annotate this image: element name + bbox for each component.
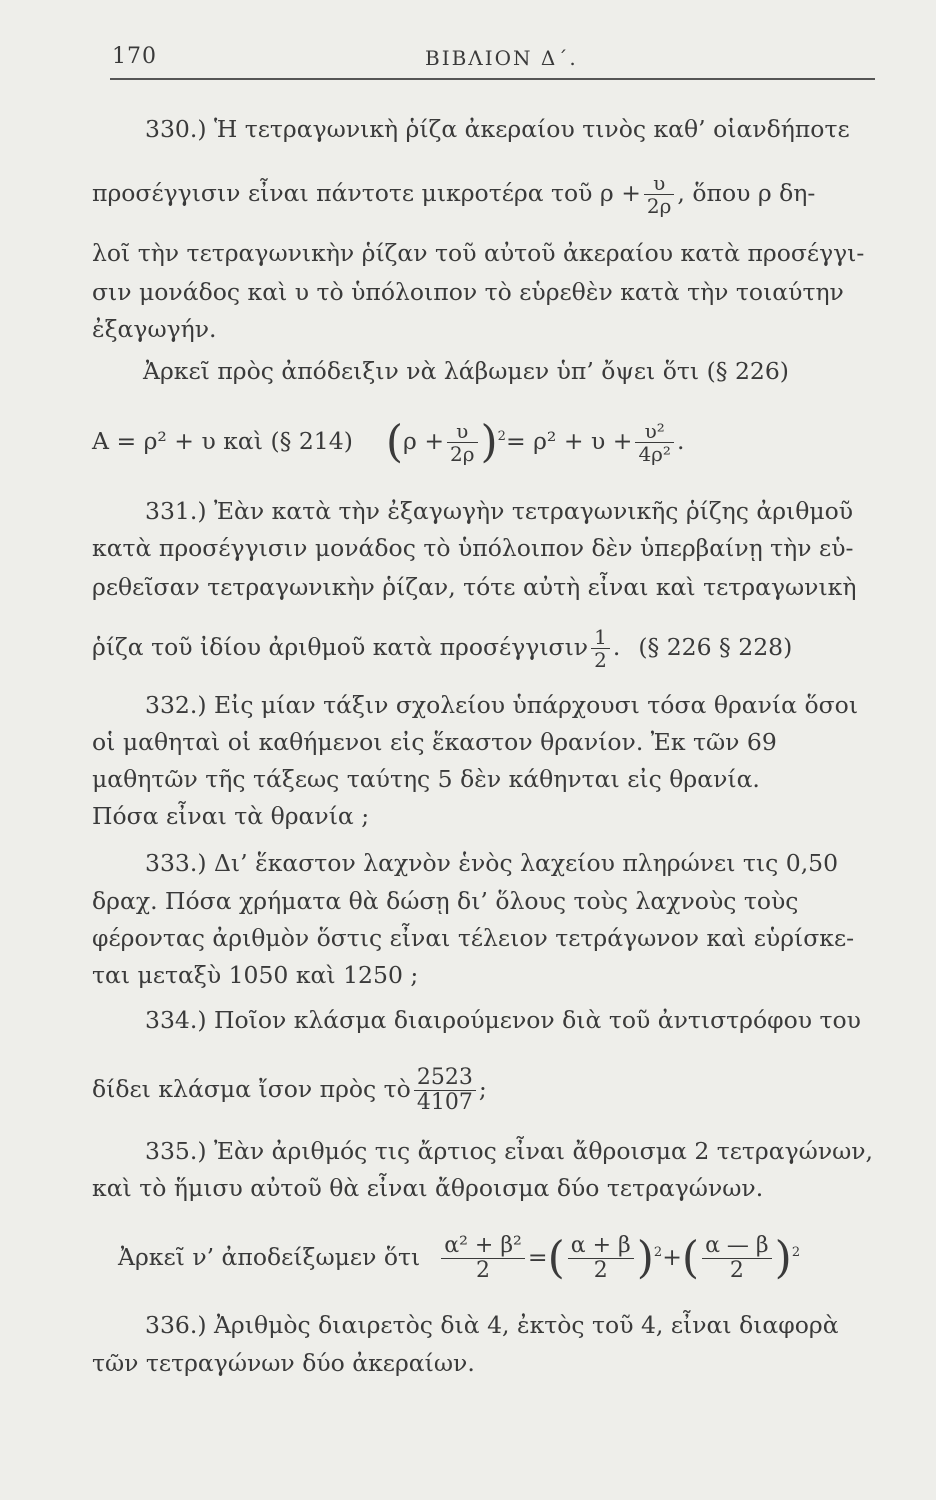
p332-line-4: Πόσα εἶναι τὰ θρανία ; [92,802,370,830]
p335-square-2: 2 [791,1245,801,1261]
p335-frac-3-num: α — β [702,1234,772,1259]
p334-frac-den: 4107 [416,1090,473,1115]
p334-line-2 [92,1066,487,1115]
p335-line-1: 335.) Ἐὰν ἀριθμός τις ἄρτιος εἶναι ἄθροισμα 2 τετραγώνων, [145,1137,874,1165]
p335-frac-2 [568,1234,634,1283]
p332-line-3: μαθητῶν τῆς τάξεως ταύτης 5 δὲν κάθηνται εἰς θρανία. [92,765,760,793]
p331-frac-num: 1 [591,626,610,649]
p335-formula [118,1234,800,1283]
p330-line-2a: προσέγγισιν εἶναι πάντοτε μικροτέρα τοῦ ρ + [92,179,641,207]
p332-line-1: 332.) Εἰς μίαν τάξιν σχολείου ὑπάρχουσι τόσα θρανία ὅσοι [145,691,859,719]
p333-line-2: δραχ. Πόσα χρήματα θὰ δώσῃ δι’ ὅλους τοὺς λαχνοὺς τοὺς [92,887,799,915]
formula-frac-2-den: 4ρ² [638,442,671,466]
p335-plus: + [662,1243,682,1271]
p330-line-2b: , ὅπου ρ δη- [677,179,816,207]
p335-equals: = [527,1243,548,1271]
formula-a: Α = ρ² + υ καὶ (§ 214) [92,427,353,455]
p330-frac-num: υ [644,172,674,195]
p330-line-1: 330.) Ἡ τετραγωνικὴ ῥίζα ἀκεραίου τινὸς καθ’ οἱανδήποτε [145,115,850,143]
p335-frac-2-den: 2 [593,1258,608,1283]
header-rule [110,78,875,80]
p335-frac-1-num: α² + β² [441,1234,525,1259]
p334-line-2a: δίδει κλάσμα ἴσον πρὸς τὸ [92,1075,411,1103]
p335-frac-2-num: α + β [568,1234,634,1259]
p335-line-3a: Ἀρκεῖ ν’ ἀποδείξωμεν ὅτι [118,1243,421,1271]
p335-left-paren-2: ( [681,1232,700,1284]
formula-equals: = ρ² + υ + [505,427,633,455]
p330-line-5: ἐξαγωγήν. [92,315,217,343]
p335-frac-3-den: 2 [729,1258,744,1283]
formula-frac-2 [635,420,674,465]
right-paren: ) [480,416,498,468]
p336-line-1: 336.) Ἀριθμὸς διαιρετὸς διὰ 4, ἐκτὸς τοῦ 4, εἶναι διαφορὰ [145,1311,839,1339]
p335-line-2: καὶ τὸ ἥμισυ αὐτοῦ θὰ εἶναι ἄθροισμα δύο τετραγώνων. [92,1174,764,1202]
p331-line-1: 331.) Ἐὰν κατὰ τὴν ἐξαγωγὴν τετραγωνικῆς ῥίζης ἀριθμοῦ [145,497,854,525]
p335-square-1: 2 [653,1245,663,1261]
p334-line-1: 334.) Ποῖον κλάσμα διαιρούμενον διὰ τοῦ ἀντιστρόφου του [145,1006,861,1034]
formula-frac-2-num: υ² [635,420,674,443]
p333-line-3: φέροντας ἀριθμὸν ὅστις εἶναι τέλειον τετράγωνον καὶ εὑρίσκε- [92,924,855,952]
p330-fraction [644,172,674,217]
p335-right-paren-1: ) [636,1232,654,1284]
p334-frac-num: 2523 [414,1066,476,1091]
p336-line-2: τῶν τετραγώνων δύο ἀκεραίων. [92,1349,475,1377]
left-paren: ( [385,416,404,468]
formula-frac-1-den: 2ρ [450,442,475,466]
page-number: 170 [112,44,157,69]
p330-formula: Α = ρ² + υ καὶ (§ 214) (ρ + $\frac{\upsilon}{2\rho}$ )$^2$= ρ² + υ + $\frac{\text{υ²}}{\text{4ρ²}}$ . [92,416,685,468]
p330-line-6: Ἀρκεῖ πρὸς ἀπόδειξιν νὰ λάβωμεν ὑπ’ ὄψει ὅτι (§ 226) [143,357,789,385]
formula-frac-1 [447,420,477,465]
p330-frac-den: 2ρ [646,194,672,218]
p331-line-3: ρεθεῖσαν τετραγωνικὴν ῥίζαν, τότε αὐτὴ εἶναι καὶ τετραγωνικὴ [92,573,857,601]
p331-line-4b: (§ 226 § 228) [638,633,793,661]
p335-frac-3 [702,1234,772,1283]
p331-line-4: ῥίζα τοῦ ἰδίου ἀριθμοῦ κατὰ προσέγγισιν $\frac{1}{2}$ . (§ 226 § 228) [92,625,793,672]
p335-frac-1-den: 2 [476,1258,491,1283]
p334-line-2b: ; [478,1075,487,1103]
p334-fraction [414,1066,476,1115]
formula-frac-1-num: υ [447,420,477,443]
p331-line-2: κατὰ προσέγγισιν μονάδος τὸ ὑπόλοιπον δὲν ὑπερβαίνῃ τὴν εὑ- [92,534,854,562]
square-exponent: 2 [497,429,506,445]
p335-right-paren-2: ) [774,1232,792,1284]
running-header: ΒΙΒΛΙΟΝ Δ΄. [425,46,578,70]
p335-left-paren-1: ( [547,1232,565,1284]
p335-frac-1 [441,1234,525,1283]
p330-line-2 [92,172,815,217]
p330-line-3: λοῖ τὴν τετραγωνικὴν ῥίζαν τοῦ αὐτοῦ ἀκεραίου κατὰ προσέγγι- [92,239,865,267]
p331-fraction [591,626,610,671]
p333-line-4: ται μεταξὺ 1050 καὶ 1250 ; [92,961,419,989]
formula-rho-plus: ρ + [403,427,445,455]
p333-line-1: 333.) Δι’ ἕκαστον λαχνὸν ἑνὸς λαχείου πληρώνει τις 0,50 [145,849,839,877]
p331-line-4a: ῥίζα τοῦ ἰδίου ἀριθμοῦ κατὰ προσέγγισιν [92,633,589,661]
p332-line-2: οἱ μαθηταὶ οἱ καθήμενοι εἰς ἕκαστον θρανίον. Ἐκ τῶν 69 [92,728,777,756]
p330-line-4: σιν μονάδος καὶ υ τὸ ὑπόλοιπον τὸ εὑρεθὲν κατὰ τὴν τοιαύτην [92,278,844,306]
p331-frac-den: 2 [594,648,607,672]
